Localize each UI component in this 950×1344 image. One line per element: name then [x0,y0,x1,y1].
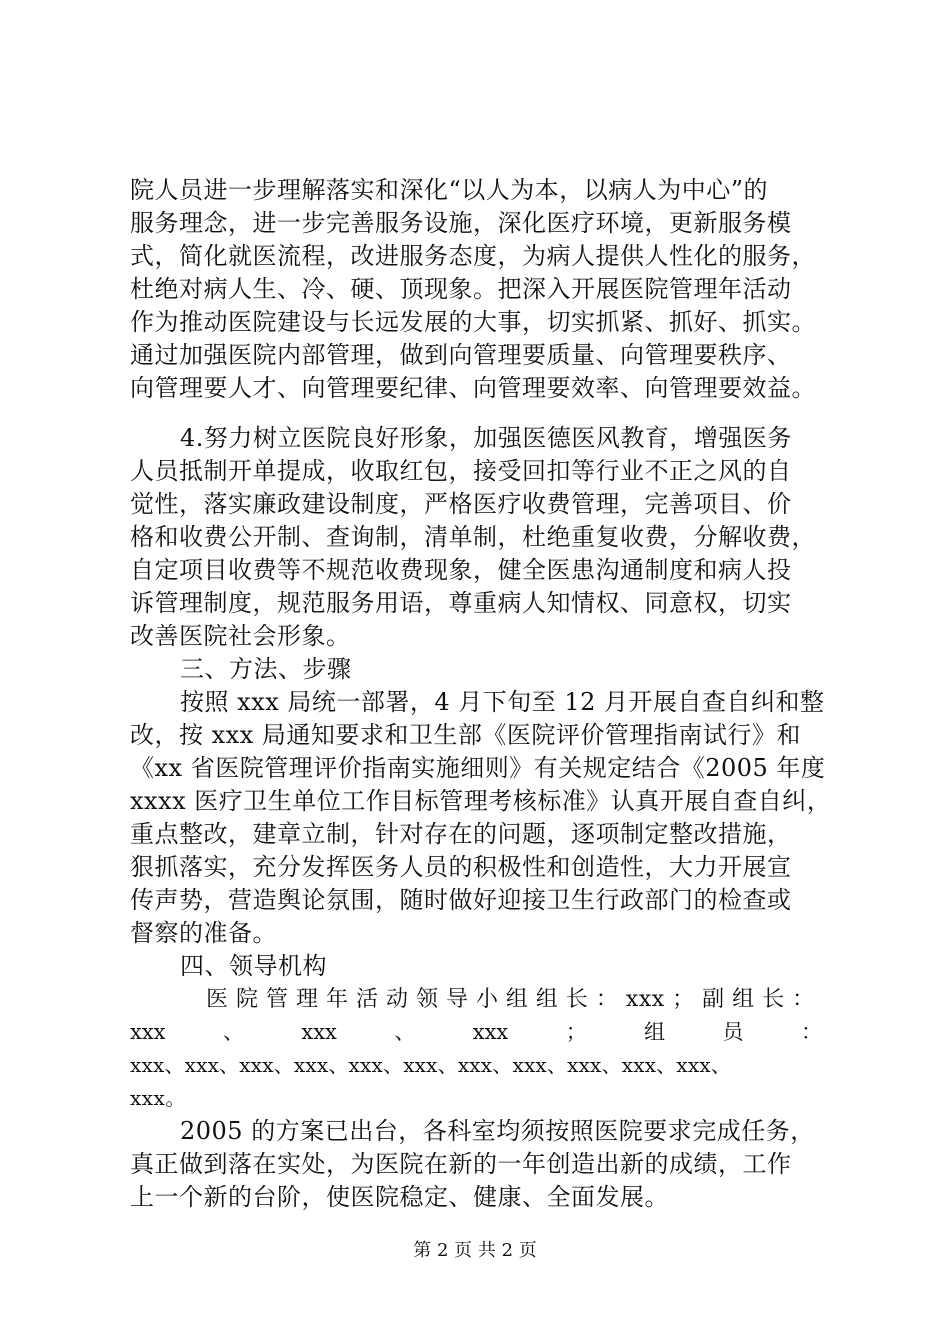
page-footer: 第 2 页 共 2 页 [413,1240,537,1261]
separator: ； [565,1020,587,1044]
leadership-line: 医 院 管 理 年 活 动 领 导 小 组 组 长 ： xxx ； 副 组 长 ： [206,987,815,1012]
label-char: 员 [722,1020,744,1044]
leadership-spread-line [130,1016,822,1049]
paragraph-2-line: 格和收费公开制、查询制，清单制，杜绝重复收费，分解收费， [130,523,816,551]
separator: 、 [222,1020,244,1044]
paragraph-2-line: 4.努力树立医院良好形象，加强医德医风教育，增强医务 [180,424,792,452]
paragraph-5-line: 真正做到落在实处，为医院在新的一年创造出新的成绩，工作 [130,1150,792,1178]
leadership-line: xxx。 [130,1086,186,1110]
separator: 、 [394,1020,416,1044]
member-name: xxx [301,1020,337,1044]
paragraph-3-line: 督察的准备。 [130,919,277,947]
paragraph-3-line: 狠抓落实，充分发挥医务人员的积极性和创造性，大力开展宣 [130,853,792,881]
label-char: 组 [644,1020,666,1044]
paragraph-5-line: 2005 的方案已出台，各科室均须按照医院要求完成任务， [180,1117,815,1145]
paragraph-5-line: 上一个新的台阶，使医院稳定、健康、全面发展。 [130,1183,669,1211]
paragraph-2-line: 人员抵制开单提成，收取红包，接受回扣等行业不正之风的自 [130,457,792,485]
paragraph-3-line: 传声势，营造舆论氛围，随时做好迎接卫生行政部门的检查或 [130,886,792,914]
paragraph-3-line: xxxx 医疗卫生单位工作目标管理考核标准》认真开展自查自纠， [130,787,832,815]
paragraph-1-line: 作为推动医院建设与长远发展的大事，切实抓紧、抓好、抓实。 [130,308,816,336]
paragraph-1-line: 服务理念，进一步完善服务设施，深化医疗环境，更新服务模 [130,209,792,237]
paragraph-2-line: 自定项目收费等不规范收费现象，健全医患沟通制度和病人投 [130,556,792,584]
leadership-line: xxx、xxx、xxx、xxx、xxx、xxx、xxx、xxx、xxx、xxx、xxx、 [130,1053,732,1077]
paragraph-1-line: 通过加强医院内部管理，做到向管理要质量、向管理要秩序、 [130,341,792,369]
paragraph-1-line: 院人员进一步理解落实和深化“以人为本，以病人为中心”的 [130,176,769,204]
paragraph-1-line: 杜绝对病人生、冷、硬、顶现象。把深入开展医院管理年活动 [130,275,792,303]
paragraph-2-line: 改善医院社会形象。 [130,622,351,650]
paragraph-2-line: 觉性，落实廉政建设制度，严格医疗收费管理，完善项目、价 [130,490,792,518]
paragraph-3-line: 《xx 省医院管理评价指南实施细则》有关规定结合《2005 年度 [130,754,826,782]
member-name: xxx [130,1020,166,1044]
section-heading-leadership: 四、领导机构 [180,952,327,980]
paragraph-1-line: 式，简化就医流程，改进服务态度，为病人提供人性化的服务， [130,242,816,270]
paragraph-2-line: 诉管理制度，规范服务用语，尊重病人知情权、同意权，切实 [130,589,792,617]
section-heading-methods: 三、方法、步骤 [180,655,352,683]
paragraph-1-line: 向管理要人才、向管理要纪律、向管理要效率、向管理要效益。 [130,374,816,402]
paragraph-3-line: 按照 xxx 局统一部署，4 月下旬至 12 月开展自查自纠和整 [180,688,825,716]
paragraph-3-line: 重点整改，建章立制，针对存在的问题，逐项制定整改措施， [130,820,792,848]
member-name: xxx [472,1020,509,1044]
separator: ： [800,1020,822,1044]
paragraph-3-line: 改，按 xxx 局通知要求和卫生部《医院评价管理指南试行》和 [130,721,801,749]
